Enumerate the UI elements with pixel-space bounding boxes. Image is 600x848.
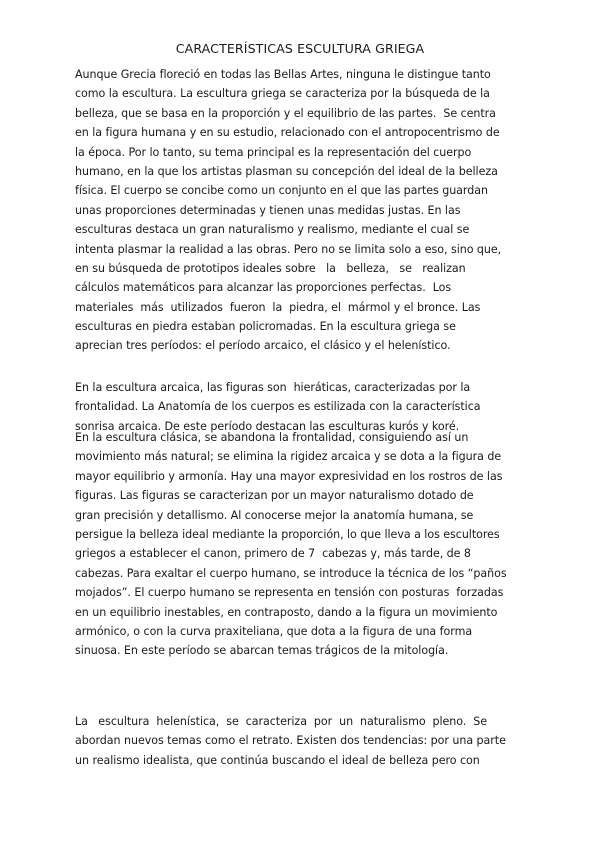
paragraph-classical <box>75 428 530 661</box>
text-line: en la figura humana y en su estudio, relacionado con el antropocentrismo de <box>75 126 500 140</box>
paragraph-hellenistic <box>75 712 530 770</box>
text-line: abordan nuevos temas como el retrato. Existen dos tendencias: por una parte <box>75 734 506 748</box>
text-line: humano, en la que los artistas plasman su concepción del ideal de la belleza <box>75 164 498 178</box>
text-line: Aunque Grecia floreció en todas las Bellas Artes, ninguna le distingue tanto <box>75 68 491 81</box>
text-line: frontalidad. La Anatomía de los cuerpos es estilizada con la característica <box>75 400 481 414</box>
text-line: cabezas. Para exaltar el cuerpo humano, se introduce la técnica de los “paños <box>75 566 507 580</box>
text-line: En la escultura clásica, se abandona la frontalidad, consiguiendo así un <box>75 431 469 444</box>
text-line: movimiento más natural; se elimina la rigidez arcaica y se dota a la figura de <box>75 450 502 464</box>
text-line: como la escultura. La escultura griega se caracteriza por la búsqueda de la <box>75 87 490 101</box>
text-line: física. El cuerpo se concibe como un conjunto en el que las partes guardan <box>75 184 488 198</box>
text-line: gran precisión y detallismo. Al conocerse mejor la anatomía humana, se <box>75 508 474 522</box>
text-line: figuras. Las figuras se caracterizan por un mayor naturalismo dotado de <box>75 489 474 503</box>
text-line: belleza, que se basa en la proporción y el equilibrio de las partes. Se centra <box>75 106 496 120</box>
text-line: en un equilibrio inestables, en contraposto, dando a la figura un movimiento <box>75 605 498 619</box>
paragraph-intro <box>75 65 530 356</box>
text-line: en su búsqueda de prototipos ideales sobre la belleza, se realizan <box>75 261 466 275</box>
text-line: armónico, o con la curva praxiteliana, que dota a la figura de una forma <box>75 624 473 638</box>
text-line: la época. Por lo tanto, su tema principal es la representación del cuerpo <box>75 145 472 159</box>
text-line: aprecian tres períodos: el período arcaico, el clásico y el helenístico. <box>75 339 451 353</box>
text-line: esculturas en piedra estaban policromadas. En la escultura griega se <box>75 320 456 334</box>
text-line: mayor equilibrio y armonía. Hay una mayor expresividad en los rostros de las <box>75 469 503 483</box>
text-line: persigue la belleza ideal mediante la proporción, lo que lleva a los escultores <box>75 527 500 541</box>
text-line: sonrisa arcaica. De este período destacan las esculturas kurós y koré. <box>75 419 460 433</box>
text-line: sinuosa. En este período se abarcan temas trágicos de la mitología. <box>75 644 449 658</box>
text-line: cálculos matemáticos para alcanzar las proporciones perfectas. Los <box>75 281 452 295</box>
text-line: intenta plasmar la realidad a las obras. Pero no se limita solo a eso, sino que, <box>75 242 502 256</box>
text-line: unas proporciones determinadas y tienen unas medidas justas. En las <box>75 203 461 217</box>
text-line: En la escultura arcaica, las figuras son hieráticas, caracterizadas por la <box>75 381 471 394</box>
text-line: griegos a establecer el canon, primero de 7 cabezas y, más tarde, de 8 <box>75 547 471 561</box>
text-line: un realismo idealista, que continúa buscando el ideal de belleza pero con <box>75 753 480 767</box>
text-line: esculturas destaca un gran naturalismo y realismo, mediante el cual se <box>75 223 470 237</box>
text-line: La escultura helenística, se caracteriza por un naturalismo pleno. Se <box>75 715 488 728</box>
text-line: materiales más utilizados fueron la piedra, el mármol y el bronce. Las <box>75 300 481 314</box>
text-line: mojados”. El cuerpo humano se representa en tensión con posturas forzadas <box>75 586 504 600</box>
page-title: CARACTERÍSTICAS ESCULTURA GRIEGA <box>175 41 425 56</box>
